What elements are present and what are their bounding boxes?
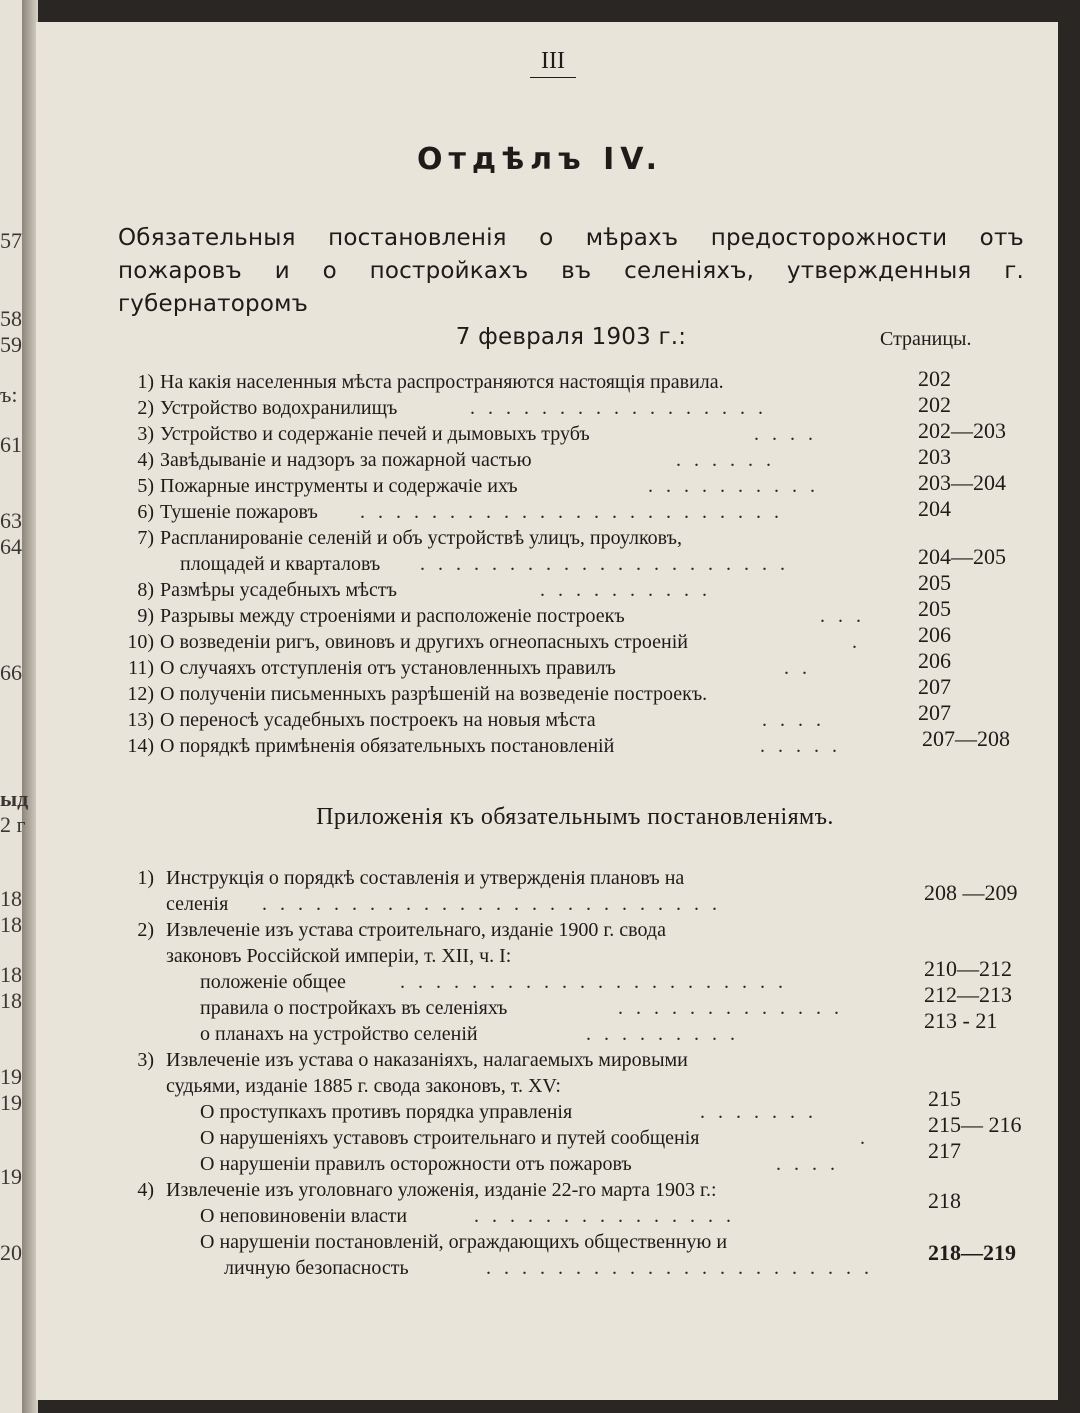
appendix-subitem-pages: 217 [928,1138,961,1163]
appendix-item-number: 3) [137,1049,154,1071]
left-page-fragment: 18 [0,886,22,911]
appendix-item-text-continued: селенія [166,893,229,915]
left-page-fragment: 20 [0,1240,22,1265]
toc-item-pages: 203 [918,444,951,469]
toc-item-number: 14) [127,735,154,757]
dot-leader: . . . . . . . . . . . . . . . . . . . . . . [486,1257,873,1279]
left-page-fragment: 57 [0,228,22,253]
dot-leader: . . . . . . . . . . . . . . . . . . . . . [420,553,789,575]
appendix-subitem-pages: 215— 216 [928,1112,1022,1137]
appendix-subitem-text: о планахъ на устройство селеній [200,1023,478,1045]
dot-leader: . . . . . . . . . . [648,475,819,497]
toc-item-number: 1) [137,371,154,393]
dot-leader: . [852,631,861,653]
toc-item-number: 13) [127,709,154,731]
dot-leader: . . . . [762,709,825,731]
adjacent-page-edge [0,0,24,1413]
toc-item-text: Тушеніе пожаровъ [160,501,318,523]
appendix-subitem-pages: 210—212 [924,956,1012,981]
appendix-subitem-pages: 215 [928,1086,961,1111]
left-page-fragment: 63 [0,508,22,533]
left-page-fragment: 18 [0,912,22,937]
section-title: Отдѣлъ IV. [416,142,664,177]
toc-item-text: Размѣры усадебныхъ мѣстъ [160,579,397,601]
toc-item-text: О переносѣ усадебныхъ построекъ на новыя мѣста [160,709,596,731]
toc-item-number: 4) [137,449,154,471]
toc-item-pages: 207 [918,674,951,699]
appendix-subitem-text: О неповиновеніи власти [200,1205,408,1227]
left-page-fragment: 18 [0,988,22,1013]
page-number: III [530,48,576,78]
left-page-fragment: ыд [0,786,29,811]
appendix-subitem-text: О проступкахъ противъ порядка управленія [200,1101,573,1123]
toc-item-pages: 205 [918,596,951,621]
dot-leader: . . . . [754,423,817,445]
toc-item-pages: 206 [918,622,951,647]
appendix-subitem-text: положеніе общее [200,971,346,993]
appendix-subitem-pages: 218 [928,1188,961,1213]
toc-item-number: 9) [137,605,154,627]
dot-leader: . [860,1127,869,1149]
toc-item-text: Разрывы между строеніями и расположеніе построекъ [160,605,625,627]
left-page-fragment: 59 [0,332,22,357]
appendix-subitem-text: О нарушеніи постановленій, ограждающихъ общественную и [200,1231,728,1253]
toc-item-text: О возведеніи ригъ, овиновъ и другихъ огнеопасныхъ строеній [160,631,688,653]
toc-item-number: 11) [128,657,154,679]
left-page-fragment: 19 [0,1164,22,1189]
heading-lead: Обязательныя постановленія о мѣрахъ предосторожности отъ пожаровъ и о постройкахъ въ селеніяхъ, утвержденныя г. губернаторомъ [118,225,1024,317]
appendix-item-text: Извлеченіе изъ уголовнаго уложенія, изданіе 22-го марта 1903 г.: [166,1179,717,1201]
toc-item-number: 8) [137,579,154,601]
toc-item-pages: 204—205 [918,544,1006,569]
left-page-fragment: ъ: [0,382,18,407]
dot-leader: . . . . . [760,735,841,757]
appendix-subitem-text: О нарушеніи правилъ осторожности отъ пожаровъ [200,1153,632,1175]
appendix-subitem-text: О нарушеніяхъ уставовъ строительнаго и путей сообщенія [200,1127,700,1149]
toc-item-text: О случаяхъ отступленія отъ установленныхъ правилъ [160,657,616,679]
toc-item-text: Устройство водохранилищъ [160,397,398,419]
toc-item-pages: 202 [918,366,951,391]
left-page-fragment: 18 [0,962,22,987]
toc-item-text: О полученіи письменныхъ разрѣшеній на возведеніе построекъ. [160,683,708,705]
dot-leader: . . . [820,605,865,627]
toc-item-text: Распланированіе селеній и объ устройствѣ улицъ, проулковъ, [160,527,682,549]
appendix-subitem-text: правила о постройкахъ въ селеніяхъ [200,997,508,1019]
appendix-item-text-continued: законовъ Россійской имперіи, т. XII, ч. I: [166,945,512,967]
toc-item-pages: 204 [918,496,951,521]
toc-item-pages: 205 [918,570,951,595]
appendix-item-pages: 208 —209 [924,880,1018,905]
toc-item-number: 12) [127,683,154,705]
dot-leader: . . . . [776,1153,839,1175]
toc-item-pages: 203—204 [918,470,1006,495]
dot-leader: . . [784,657,811,679]
toc-item-number: 10) [127,631,154,653]
appendix-item-number: 2) [137,919,154,941]
appendix-subitem-pages: 213 - 21 [924,1008,998,1033]
toc-item-number: 6) [137,501,154,523]
left-page-fragment: 66 [0,660,22,685]
toc-item-text: Устройство и содержаніе печей и дымовыхъ трубъ [160,423,590,445]
dot-leader: . . . . . . . . . . . . . . . [474,1205,735,1227]
dot-leader: . . . . . . . . . [586,1023,739,1045]
dot-leader: . . . . . . . . . . [540,579,711,601]
left-page-fragment: 19 [0,1090,22,1115]
toc-item-number: 2) [137,397,154,419]
toc-item-pages: 202—203 [918,418,1006,443]
appendix-title: Приложенія къ обязательнымъ постановленіямъ. [316,804,834,830]
appendix-item-number: 4) [137,1179,154,1201]
left-page-fragment: 58 [0,306,22,331]
toc-item-text: О порядкѣ примѣненія обязательныхъ постановленій [160,735,615,757]
toc-item-text-continued: площадей и кварталовъ [180,553,381,575]
dot-leader: . . . . . . . . . . . . . [618,997,843,1019]
toc-item-number: 5) [137,475,154,497]
toc-item-pages: 207—208 [922,726,1010,751]
appendix-item-text-continued: судьями, изданіе 1885 г. свода законовъ, т. XV: [166,1075,561,1097]
toc-item-number: 7) [137,527,154,549]
toc-item-pages: 207 [918,700,951,725]
dot-leader: . . . . . . . . . . . . . . . . . . . . . . [400,971,787,993]
toc-item-number: 3) [137,423,154,445]
toc-item-text: На какія населенныя мѣста распространяются настоящія правила. [160,371,724,393]
dot-leader: . . . . . . [676,449,775,471]
pages-column-label: Страницы. [880,328,972,350]
left-page-fragment: 64 [0,534,22,559]
dot-leader: . . . . . . . . . . . . . . . . . [470,397,767,419]
left-page-fragment: 2 г [0,812,26,837]
toc-item-pages: 206 [918,648,951,673]
appendix-subitem-pages: 218—219 [928,1240,1016,1265]
appendix-item-text: Извлеченіе изъ устава о наказаніяхъ, налагаемыхъ мировыми [166,1049,688,1071]
toc-item-text: Пожарные инструменты и содержачіе ихъ [160,475,518,497]
dot-leader: . . . . . . . [700,1101,817,1123]
dot-leader: . . . . . . . . . . . . . . . . . . . . . . . . [360,501,783,523]
appendix-item-text: Инструкція о порядкѣ составленія и утвержденія плановъ на [166,867,685,889]
appendix-subitem-text-continued: личную безопасность [224,1257,409,1279]
toc-item-text: Завѣдываніе и надзоръ за пожарной частью [160,449,532,471]
appendix-item-number: 1) [137,867,154,889]
left-page-fragment: 19 [0,1064,22,1089]
dot-leader: . . . . . . . . . . . . . . . . . . . . . . . . . . [262,893,721,915]
heading-date: 7 февраля 1903 г.: [455,324,687,350]
toc-item-pages: 202 [918,392,951,417]
appendix-subitem-pages: 212—213 [924,982,1012,1007]
appendix-item-text: Извлеченіе изъ устава строительнаго, изданіе 1900 г. свода [166,919,666,941]
left-page-fragment: 61 [0,432,22,457]
